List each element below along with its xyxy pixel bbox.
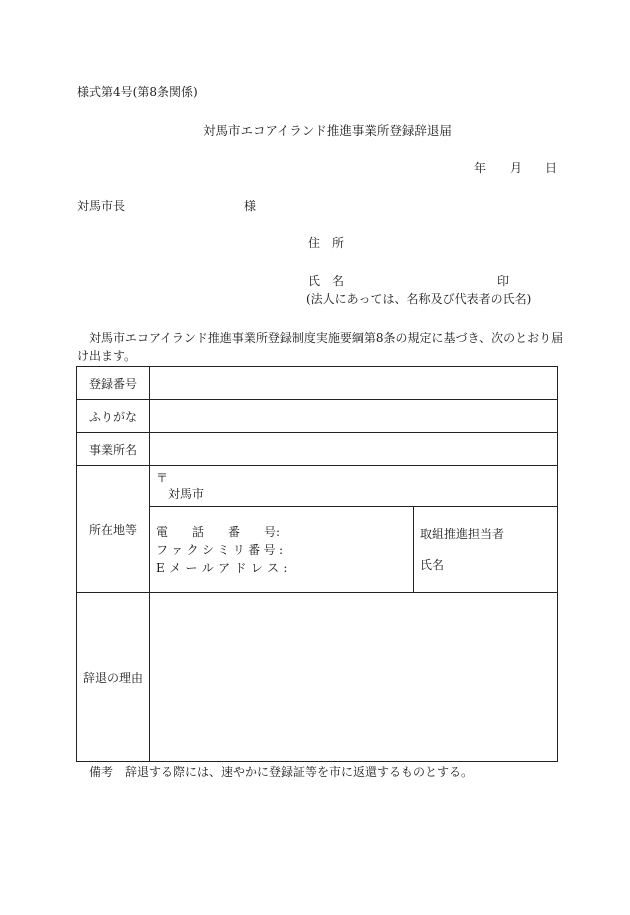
withdrawal-reason-field[interactable]	[150, 593, 558, 762]
withdrawal-reason-label: 辞退の理由	[77, 593, 150, 762]
contact-name-label: 氏名	[420, 558, 445, 572]
registration-number-label: 登録番号	[77, 367, 150, 400]
table-row	[77, 466, 558, 507]
furigana-label: ふりがな	[77, 400, 150, 433]
fax-label: ファクシミリ番号:	[156, 543, 287, 557]
postal-mark: 〒	[156, 471, 169, 485]
date-month-label: 月	[510, 161, 523, 175]
address-field[interactable]	[150, 466, 558, 507]
table-row	[77, 507, 558, 593]
corporation-note: (法人にあっては、名称及び代表者の氏名)	[306, 292, 532, 306]
contact-info-cell	[150, 507, 414, 593]
note-label: 備考	[89, 765, 114, 779]
form-number: 様式第4号(第8条関係)	[77, 85, 198, 99]
email-label: Eメールアドレス:	[156, 561, 292, 575]
table-row	[77, 367, 558, 400]
registration-number-field[interactable]	[150, 367, 558, 400]
body-text-line1: 対馬市エコアイランド推進事業所登録制度実施要綱第8条の規定に基づき、次のとおり届	[89, 331, 564, 345]
address-label: 住 所	[308, 236, 345, 250]
contact-person-label: 取組推進担当者	[420, 527, 505, 541]
table-row	[77, 593, 558, 762]
body-text-line2: け出ます。	[77, 349, 137, 363]
contact-person-cell[interactable]	[414, 507, 558, 593]
table-row	[77, 400, 558, 433]
registration-form-table	[76, 366, 558, 762]
furigana-field[interactable]	[150, 400, 558, 433]
phone-label: 電 話 番 号:	[156, 525, 281, 539]
page-title: 対馬市エコアイランド推進事業所登録辞退届	[203, 123, 452, 138]
note-text: 辞退する際には、速やかに登録証等を市に返還するものとする。	[125, 765, 474, 779]
office-name-label: 事業所名	[77, 433, 150, 466]
table-row	[77, 433, 558, 466]
office-name-field[interactable]	[150, 433, 558, 466]
name-label: 氏 名	[308, 274, 345, 288]
date-year-label: 年	[474, 161, 487, 175]
addressee-name: 対馬市長	[77, 199, 126, 213]
addressee-honorific: 様	[244, 199, 257, 213]
seal-mark: 印	[497, 274, 510, 288]
city-prefix: 対馬市	[168, 487, 205, 501]
date-day-label: 日	[545, 161, 558, 175]
location-label: 所在地等	[77, 466, 150, 593]
